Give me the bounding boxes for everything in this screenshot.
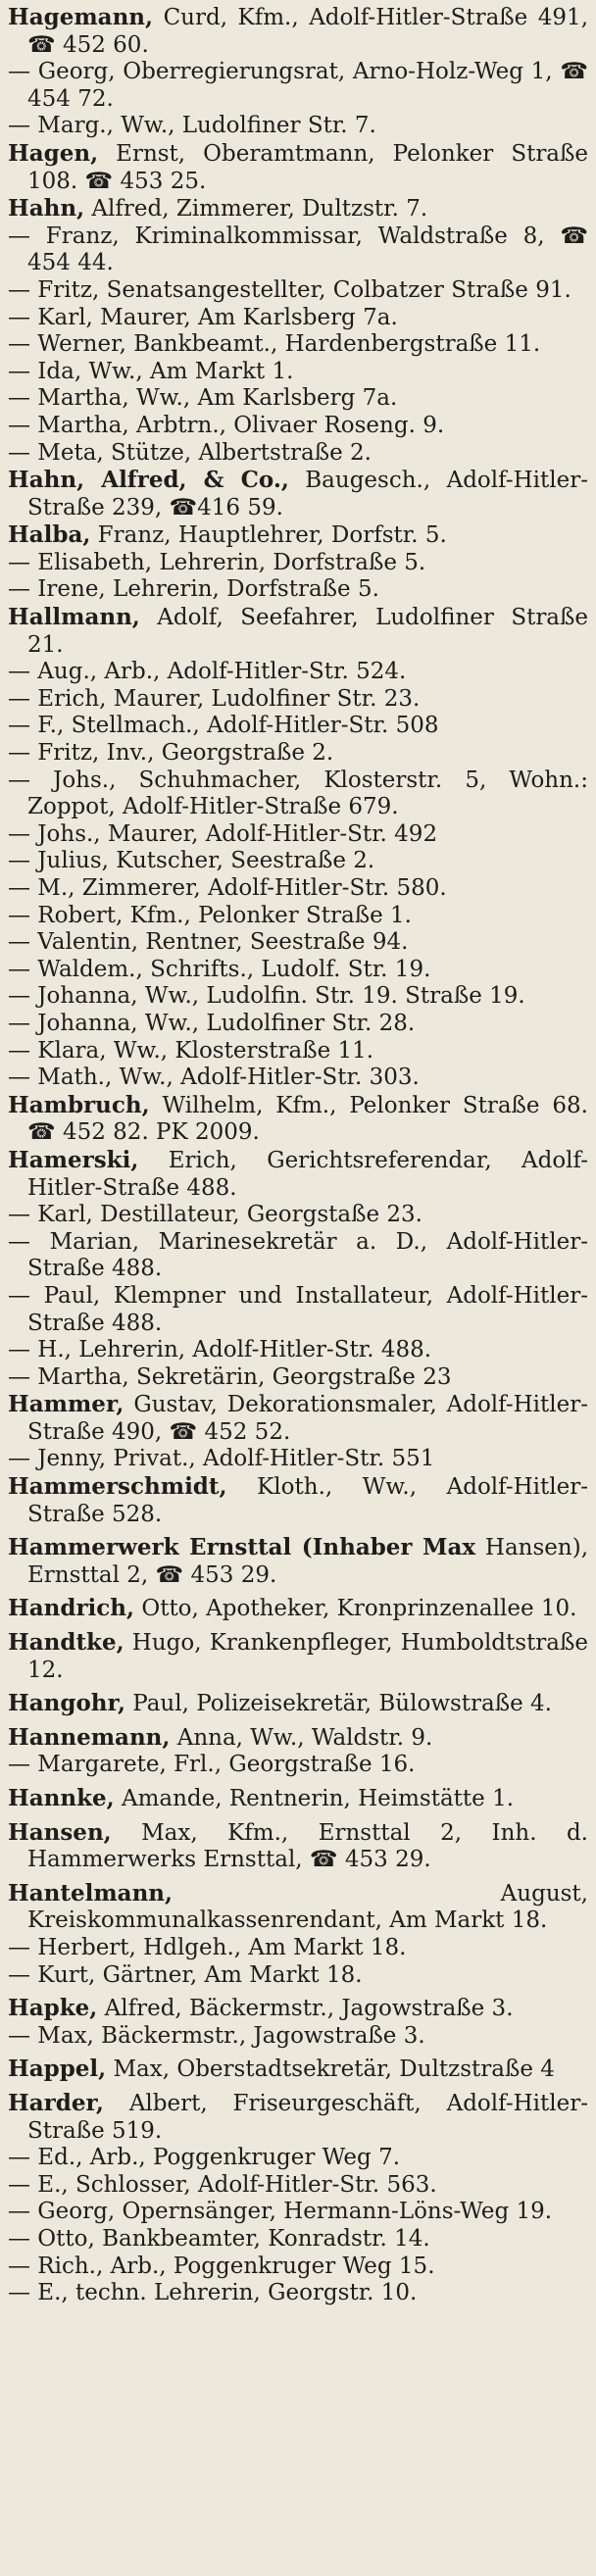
directory-entry — [8, 713, 588, 740]
entry-surname: Happel, — [8, 2056, 107, 2083]
entry-surname: Hagemann, — [8, 4, 154, 30]
entry-details: — Aug., Arb., Adolf-Hitler-Str. 524. — [8, 659, 407, 685]
directory-entry — [8, 1595, 588, 1623]
entry-surname: Hannke, — [8, 1785, 115, 1811]
entry-details: — Johanna, Ww., Ludolfiner Str. 28. — [8, 1010, 416, 1036]
directory-entry — [8, 1391, 588, 1446]
directory-entry — [8, 440, 588, 468]
directory-entry — [8, 1995, 588, 2023]
entry-details: — Fritz, Inv., Georgstraße 2. — [8, 740, 334, 767]
entry-details: — Martha, Arbtrn., Olivaer Roseng. 9. — [8, 412, 445, 438]
directory-entry — [8, 223, 588, 277]
directory-entry — [8, 2172, 588, 2200]
directory-entry — [8, 576, 588, 604]
directory-entry — [8, 1724, 588, 1753]
directory-entry — [8, 1752, 588, 1779]
entry-details: Hugo, Krankenpfleger, Humboldtstraße 12. — [27, 1630, 588, 1683]
entry-details: — Math., Ww., Adolf-Hitler-Str. 303. — [8, 1065, 420, 1091]
entry-details: — Otto, Bankbeamter, Konradstr. 14. — [8, 2225, 430, 2252]
directory-listing — [8, 4, 588, 2307]
directory-entry — [8, 331, 588, 359]
entry-surname: Hahn, Alfred, & Co., — [8, 467, 289, 494]
entry-surname: Hambruch, — [8, 1091, 150, 1118]
entry-details: — Georg, Oberregierungsrat, Arno-Holz-Weg 1, ☎ 454 72. — [8, 59, 588, 112]
entry-details: — Johanna, Ww., Ludolfin. Str. 19. Straße 19. — [8, 983, 525, 1010]
entry-details: — Robert, Kfm., Pelonker Straße 1. — [8, 902, 412, 928]
directory-entry — [8, 4, 588, 59]
entry-surname: Hammerwerk Ernsttal (Inhaber Max — [8, 1534, 476, 1561]
entry-details: — E., Schlosser, Adolf-Hitler-Str. 563. — [8, 2171, 437, 2198]
entry-surname: Hapke, — [8, 1995, 98, 2022]
directory-entry — [8, 1202, 588, 1229]
directory-entry — [8, 1629, 588, 1684]
directory-entry — [8, 1092, 588, 1147]
entry-details: Alfred, Zimmerer, Dultzstr. 7. — [84, 196, 428, 223]
entry-details: — H., Lehrerin, Adolf-Hitler-Str. 488. — [8, 1337, 432, 1363]
directory-entry — [8, 2056, 588, 2084]
directory-entry — [8, 2199, 588, 2226]
directory-entry — [8, 1690, 588, 1718]
directory-entry — [8, 467, 588, 521]
directory-entry — [8, 413, 588, 440]
entry-surname: Handtke, — [8, 1629, 124, 1657]
directory-entry — [8, 768, 588, 821]
entry-details: — Margarete, Frl., Georgstraße 16. — [8, 1752, 416, 1778]
entry-details: Max, Kfm., Ernsttal 2, Inh. d. Hammerwerks Ernsttal, ☎ 453 29. — [27, 1819, 588, 1873]
entry-details: — Werner, Bankbeamt., Hardenbergstraße 11. — [8, 331, 541, 358]
entry-details: — Marg., Ww., Ludolfiner Str. 7. — [8, 113, 376, 139]
entry-details: — Elisabeth, Lehrerin, Dorfstraße 5. — [8, 549, 426, 575]
directory-entry — [8, 903, 588, 930]
directory-entry — [8, 359, 588, 386]
entry-surname: Hansen, — [8, 1818, 112, 1846]
directory-entry — [8, 1473, 588, 1528]
entry-surname: Hamerski, — [8, 1146, 139, 1173]
directory-entry — [8, 1364, 588, 1392]
entry-details: — Kurt, Gärtner, Am Markt 18. — [8, 1961, 363, 1988]
entry-details: Erich, Gerichtsreferendar, Adolf-Hitler-Straße 488. — [27, 1147, 588, 1201]
directory-entry — [8, 1229, 588, 1283]
entry-details: — Ed., Arb., Poggenkruger Weg 7. — [8, 2145, 401, 2171]
entry-details: — Johs., Maurer, Adolf-Hitler-Str. 492 — [8, 820, 438, 847]
directory-entry — [8, 385, 588, 413]
directory-entry — [8, 521, 588, 550]
entry-details: Alfred, Bäckermstr., Jagowstraße 3. — [97, 1996, 514, 2022]
entry-details: — Erich, Maurer, Ludolfiner Str. 23. — [8, 685, 421, 712]
directory-entry — [8, 1785, 588, 1813]
entry-surname: Hammer, — [8, 1391, 124, 1418]
directory-entry — [8, 1337, 588, 1364]
entry-details: — Waldem., Schrifts., Ludolf. Str. 19. — [8, 956, 431, 982]
entry-details: Franz, Hauptlehrer, Dorfstr. 5. — [90, 522, 447, 549]
entry-details: — Meta, Stütze, Albertstraße 2. — [8, 439, 372, 466]
entry-details: — Karl, Destillateur, Georgstaße 23. — [8, 1202, 422, 1228]
entry-details: — Georg, Opernsänger, Hermann-Löns-Weg 19. — [8, 2199, 553, 2225]
directory-entry — [8, 929, 588, 957]
entry-surname: Hammerschmidt, — [8, 1473, 227, 1501]
entry-details: — Marian, Marinesekretär a. D., Adolf-Hitler-Straße 488. — [8, 1228, 588, 1282]
entry-details: — Martha, Ww., Am Karlsberg 7a. — [8, 385, 398, 412]
directory-entry — [8, 1880, 588, 1935]
entry-surname: Handrich, — [8, 1595, 135, 1622]
entry-surname: Hahn, — [8, 195, 85, 223]
entry-details: August, Kreiskommunalkassenrendant, Am Markt 18. — [27, 1880, 588, 1934]
directory-entry — [8, 113, 588, 140]
entry-details: — Irene, Lehrerin, Dorfstraße 5. — [8, 576, 379, 603]
entry-details: — Fritz, Senatsangestellter, Colbatzer Straße 91. — [8, 276, 571, 303]
directory-entry — [8, 1147, 588, 1202]
entry-details: — Karl, Maurer, Am Karlsberg 7a. — [8, 304, 398, 330]
entry-details: — Valentin, Rentner, Seestraße 94. — [8, 929, 409, 956]
directory-entry — [8, 2280, 588, 2307]
directory-entry — [8, 305, 588, 332]
directory-entry — [8, 604, 588, 659]
directory-entry — [8, 2145, 588, 2172]
directory-entry — [8, 1534, 588, 1589]
entry-details: Amande, Rentnerin, Heimstätte 1. — [114, 1786, 515, 1811]
directory-entry — [8, 957, 588, 984]
directory-entry — [8, 2023, 588, 2051]
directory-entry — [8, 550, 588, 577]
directory-entry — [8, 821, 588, 849]
entry-details: Otto, Apotheker, Kronprinzenallee 10. — [134, 1596, 577, 1622]
entry-details: Anna, Ww., Waldstr. 9. — [170, 1724, 433, 1751]
directory-entry — [8, 875, 588, 903]
directory-entry — [8, 140, 588, 195]
directory-entry — [8, 1819, 588, 1874]
entry-details: Adolf, Seefahrer, Ludolfiner Straße 21. — [27, 605, 588, 658]
directory-entry — [8, 659, 588, 686]
directory-entry — [8, 2254, 588, 2281]
directory-entry — [8, 1962, 588, 1990]
entry-details: Max, Oberstadtsekretär, Dultzstraße 4 — [106, 2056, 555, 2083]
directory-entry — [8, 2226, 588, 2254]
entry-details: Hansen), Ernsttal 2, ☎ 453 29. — [27, 1535, 589, 1588]
entry-details: — F., Stellmach., Adolf-Hitler-Str. 508 — [8, 713, 439, 739]
directory-entry — [8, 1038, 588, 1065]
entry-details: Gustav, Dekorationsmaler, Adolf-Hitler-Straße 490, ☎ 452 52. — [27, 1392, 588, 1445]
directory-entry — [8, 2090, 588, 2145]
entry-details: — Klara, Ww., Klosterstraße 11. — [8, 1037, 374, 1064]
entry-surname: Hallmann, — [8, 604, 140, 631]
entry-details: Paul, Polizeisekretär, Bülowstraße 4. — [124, 1691, 552, 1717]
directory-entry — [8, 277, 588, 305]
entry-details: Albert, Friseurgeschäft, Adolf-Hitler-Straße 519. — [27, 2090, 588, 2144]
directory-entry — [8, 1283, 588, 1337]
entry-details: — Johs., Schuhmacher, Klosterstr. 5, Wohn.: Zoppot, Adolf-Hitler-Straße 679. — [8, 767, 588, 820]
directory-entry — [8, 195, 588, 223]
entry-details: — Max, Bäckermstr., Jagowstraße 3. — [8, 2022, 425, 2049]
entry-details: — Ida, Ww., Am Markt 1. — [8, 358, 294, 384]
directory-entry — [8, 1065, 588, 1092]
directory-entry — [8, 1011, 588, 1038]
directory-entry — [8, 59, 588, 113]
directory-entry — [8, 983, 588, 1011]
directory-entry — [8, 848, 588, 875]
entry-details: — Martha, Sekretärin, Georgstraße 23 — [8, 1363, 452, 1390]
entry-details: Wilhelm, Kfm., Pelonker Straße 68. ☎ 452 82. PK 2009. — [27, 1092, 588, 1146]
entry-details: — Julius, Kutscher, Seestraße 2. — [8, 848, 375, 874]
entry-details: Kloth., Ww., Adolf-Hitler-Straße 528. — [27, 1474, 588, 1527]
entry-details: — Paul, Klempner und Installateur, Adolf-Hitler-Straße 488. — [8, 1282, 588, 1336]
entry-surname: Harder, — [8, 2089, 104, 2116]
entry-details: Baugesch., Adolf-Hitler-Straße 239, ☎416 59. — [27, 468, 588, 520]
entry-details: — M., Zimmerer, Adolf-Hitler-Str. 580. — [8, 875, 447, 901]
directory-entry — [8, 1935, 588, 1962]
entry-details: Curd, Kfm., Adolf-Hitler-Straße 491, ☎ 452 60. — [27, 5, 588, 58]
entry-surname: Hagen, — [8, 139, 99, 167]
entry-surname: Hannemann, — [8, 1723, 171, 1751]
entry-surname: Halba, — [8, 521, 91, 549]
directory-entry — [8, 1446, 588, 1473]
entry-details: — Jenny, Privat., Adolf-Hitler-Str. 551 — [8, 1446, 435, 1472]
directory-entry — [8, 686, 588, 714]
entry-details: — Rich., Arb., Poggenkruger Weg 15. — [8, 2253, 435, 2279]
entry-details: — E., techn. Lehrerin, Georgstr. 10. — [8, 2280, 418, 2306]
directory-entry — [8, 740, 588, 768]
entry-surname: Hangohr, — [8, 1690, 125, 1717]
entry-details: — Franz, Kriminalkommissar, Waldstraße 8, ☎ 454 44. — [8, 223, 588, 276]
entry-details: Ernst, Oberamtmann, Pelonker Straße 108. ☎ 453 25. — [27, 140, 588, 194]
entry-details: — Herbert, Hdlgeh., Am Markt 18. — [8, 1934, 407, 1960]
entry-surname: Hantelmann, — [8, 1879, 174, 1907]
